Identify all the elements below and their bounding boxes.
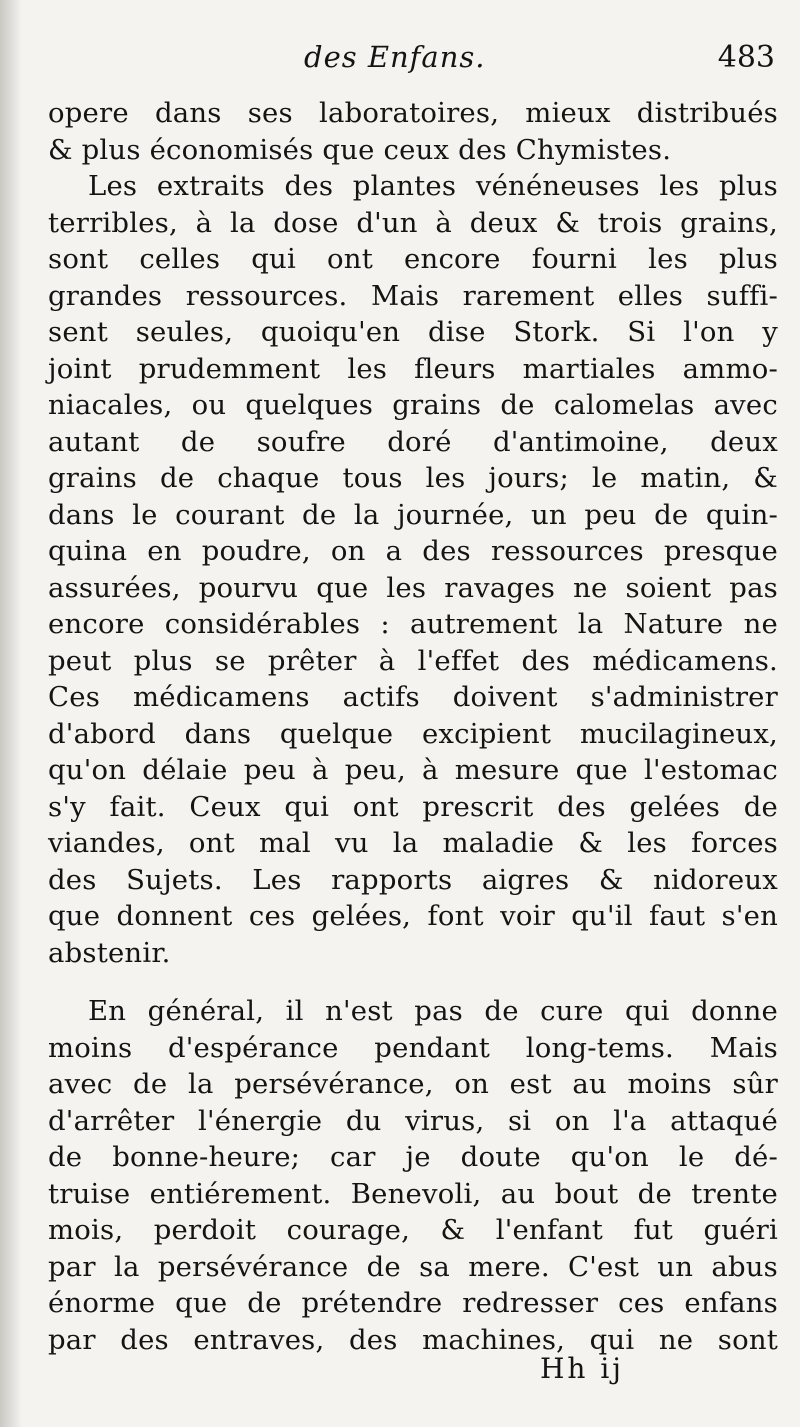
- text-line: viandes, ont mal vu la maladie & les forces: [48, 827, 778, 859]
- text-line: moins d'espérance pendant long-tems. Mais: [48, 1031, 778, 1064]
- text-line: d'abord dans quelque excipient mucilagineux,: [48, 717, 778, 750]
- text-line: peut plus se prêter à l'effet des médicamens.: [48, 644, 778, 677]
- text-line: Ces médicamens actifs doivent s'administrer: [48, 681, 778, 713]
- text-line: grandes ressources. Mais rarement elles suffi-: [48, 279, 778, 312]
- text-line: d'arrêter l'énergie du virus, si on l'a attaqué: [48, 1104, 778, 1137]
- text-line: des Sujets. Les rapports aigres & nidoreux: [48, 863, 778, 896]
- text-line: avec de la persévérance, on est au moins sûr: [48, 1068, 778, 1100]
- text-line: énorme que de prétendre redresser ces enfans: [48, 1287, 778, 1319]
- text-line: encore considérables : autrement la Nature ne: [48, 608, 778, 640]
- text-line: niacales, ou quelques grains de calomelas avec: [48, 389, 778, 421]
- text-line: assurées, pourvu que les ravages ne soient pas: [48, 571, 778, 604]
- body-text: [48, 95, 778, 1358]
- page-header: [300, 40, 775, 80]
- text-line: de bonne-heure; car je doute qu'on le dé-: [48, 1141, 778, 1173]
- text-line: terribles, à la dose d'un à deux & trois grains,: [48, 206, 778, 239]
- text-line: par la persévérance de sa mere. C'est un abus: [48, 1250, 778, 1283]
- text-line: par des entraves, des machines, qui ne sont: [48, 1323, 778, 1356]
- text-line: quina en poudre, on a des ressources presque: [48, 535, 778, 567]
- text-line: grains de chaque tous les jours; le matin, &: [48, 462, 778, 494]
- text-line: sont celles qui ont encore fourni les plus: [48, 243, 778, 275]
- paragraph: [48, 993, 778, 1358]
- paragraph-spacer: [48, 971, 778, 993]
- text-line: opere dans ses laboratoires, mieux distribués: [48, 97, 778, 129]
- binding-shadow: [0, 0, 22, 1427]
- text-line: qu'on délaie peu à peu, à mesure que l'estomac: [48, 754, 778, 786]
- text-line: truise entiérement. Benevoli, au bout de trente: [48, 1177, 778, 1210]
- signature-mark: Hh ij: [540, 1352, 624, 1385]
- text-line: autant de soufre doré d'antimoine, deux: [48, 425, 778, 458]
- text-line: & plus économisés que ceux des Chymistes.: [48, 133, 672, 166]
- running-title: des Enfans.: [304, 40, 486, 74]
- text-line: mois, perdoit courage, & l'enfant fut guéri: [48, 1214, 778, 1246]
- text-line: s'y fait. Ceux qui ont prescrit des gelées de: [48, 790, 778, 823]
- text-line: Les extraits des plantes vénéneuses les plus: [88, 170, 778, 202]
- text-line: dans le courant de la journée, un peu de quin-: [48, 498, 778, 531]
- paragraph: [48, 168, 778, 971]
- page-number: 483: [717, 40, 775, 75]
- text-line: que donnent ces gelées, font voir qu'il faut s'en: [48, 900, 778, 932]
- text-line: En général, il n'est pas de cure qui donne: [88, 995, 778, 1027]
- text-line: abstenir.: [48, 936, 171, 969]
- text-line: joint prudemment les fleurs martiales ammo-: [48, 352, 778, 385]
- paragraph: [48, 95, 778, 168]
- text-line: sent seules, quoiqu'en dise Stork. Si l'on y: [48, 316, 778, 348]
